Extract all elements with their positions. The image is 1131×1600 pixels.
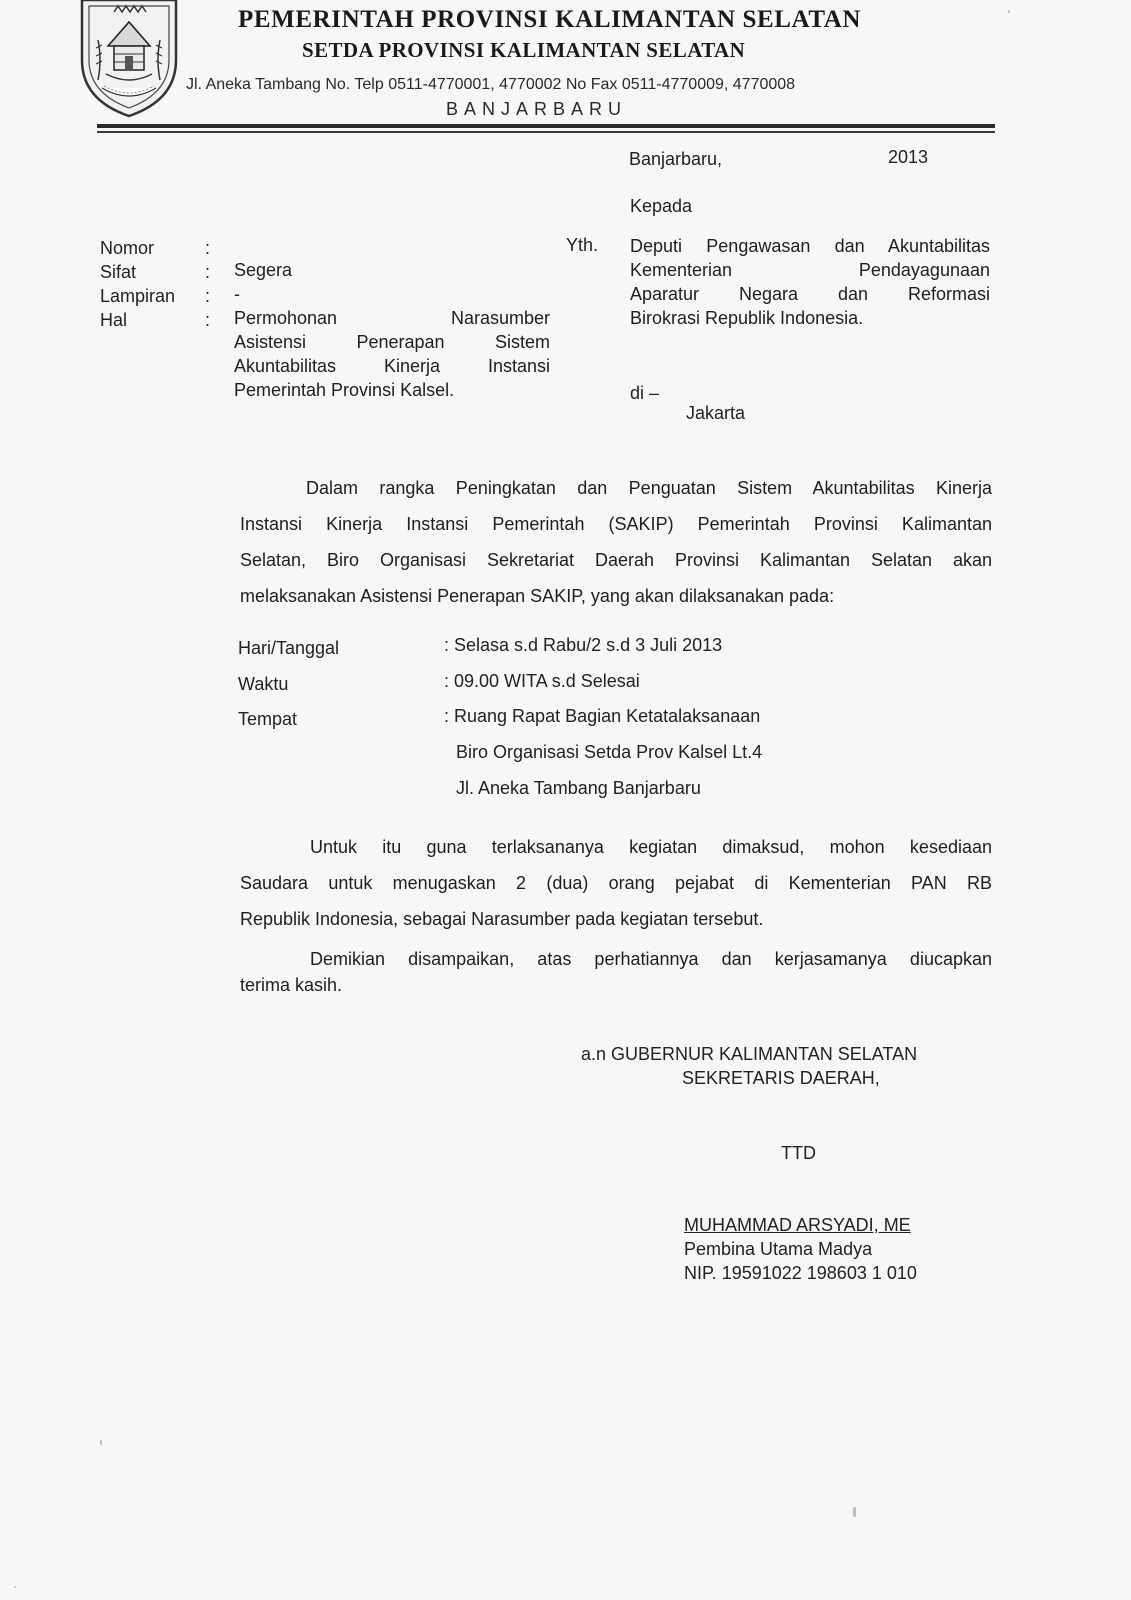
signature-nip: NIP. 19591022 198603 1 010 bbox=[684, 1263, 917, 1283]
lampiran-value: - bbox=[234, 284, 240, 304]
signature-rank: Pembina Utama Madya bbox=[684, 1239, 873, 1259]
scan-speck bbox=[100, 1440, 102, 1445]
sifat-value: Segera bbox=[234, 260, 293, 280]
hal-line: Asistensi Penerapan Sistem bbox=[234, 332, 550, 352]
schedule-value-time: : 09.00 WITA s.d Selesai bbox=[444, 671, 640, 691]
schedule-label-day: Hari/Tanggal bbox=[238, 638, 340, 658]
signature-on-behalf: a.n GUBERNUR KALIMANTAN SELATAN bbox=[581, 1044, 918, 1064]
schedule-label-time: Waktu bbox=[238, 674, 289, 694]
para1-line: melaksanakan Asistensi Penerapan SAKIP, yang akan dilaksanakan pada: bbox=[240, 586, 835, 606]
para3-line: Demikian disampaikan, atas perhatiannya dan kerjasamanya diucapkan bbox=[310, 949, 992, 969]
scan-speck bbox=[14, 1586, 16, 1588]
signature-position: SEKRETARIS DAERAH, bbox=[682, 1068, 880, 1088]
para2-line: Saudara untuk menugaskan 2 (dua) orang pejabat di Kementerian PAN RB bbox=[240, 873, 992, 893]
nomor-colon: : bbox=[205, 238, 211, 258]
body-paragraph-1 bbox=[240, 470, 992, 614]
header-rule-thin bbox=[97, 131, 995, 133]
schedule-label-place: Tempat bbox=[238, 709, 298, 729]
recipient-yth: Yth. bbox=[566, 235, 599, 255]
recipient-line: Birokrasi Republik Indonesia. bbox=[630, 308, 864, 328]
para2-line: Republik Indonesia, sebagai Narasumber pada kegiatan tersebut. bbox=[240, 909, 764, 929]
hal-label: Hal bbox=[100, 310, 128, 330]
sifat-colon: : bbox=[205, 262, 211, 282]
recipient-kepada: Kepada bbox=[630, 196, 693, 216]
lampiran-colon: : bbox=[205, 286, 211, 306]
letterhead-title: PEMERINTAH PROVINSI KALIMANTAN SELATAN bbox=[238, 6, 862, 33]
hal-colon: : bbox=[205, 310, 211, 330]
recipient-di: di – bbox=[630, 383, 660, 403]
hal-line: Permohonan Narasumber bbox=[234, 308, 550, 328]
schedule-place-line: Jl. Aneka Tambang Banjarbaru bbox=[456, 778, 701, 798]
signature-name: MUHAMMAD ARSYADI, ME bbox=[684, 1215, 911, 1235]
recipient-line: Kementerian Pendayagunaan bbox=[630, 260, 990, 280]
letterhead-city: BANJARBARU bbox=[446, 99, 628, 119]
recipient-city: Jakarta bbox=[686, 403, 746, 423]
signature-ttd: TTD bbox=[781, 1143, 816, 1163]
para3-line: terima kasih. bbox=[240, 975, 343, 995]
provincial-emblem-icon bbox=[78, 0, 180, 118]
scan-speck bbox=[853, 1507, 856, 1517]
hal-subject bbox=[234, 306, 550, 402]
lampiran-label: Lampiran bbox=[100, 286, 176, 306]
para2-line: Untuk itu guna terlaksananya kegiatan dimaksud, mohon kesediaan bbox=[310, 837, 992, 857]
schedule-value-place: : Ruang Rapat Bagian Ketatalaksanaan bbox=[444, 706, 761, 726]
para1-line: Instansi Kinerja Instansi Pemerintah (SAKIP) Pemerintah Provinsi Kalimantan bbox=[240, 514, 992, 534]
schedule-place-line: Biro Organisasi Setda Prov Kalsel Lt.4 bbox=[456, 742, 763, 762]
recipient-line: Aparatur Negara dan Reformasi bbox=[630, 284, 990, 304]
para1-line: Dalam rangka Peningkatan dan Penguatan Sistem Akuntabilitas Kinerja bbox=[306, 478, 992, 498]
hal-line: Akuntabilitas Kinerja Instansi bbox=[234, 356, 550, 376]
letterhead-address: Jl. Aneka Tambang No. Telp 0511-4770001, 4770002 No Fax 0511-4770009, 4770008 bbox=[186, 76, 796, 93]
para1-line: Selatan, Biro Organisasi Sekretariat Daerah Provinsi Kalimantan Selatan akan bbox=[240, 550, 992, 570]
nomor-label: Nomor bbox=[100, 238, 155, 258]
recipient-address-block bbox=[630, 234, 990, 330]
body-paragraph-2 bbox=[240, 829, 992, 937]
letterhead-subtitle: SETDA PROVINSI KALIMANTAN SELATAN bbox=[302, 38, 746, 62]
schedule-value-day: : Selasa s.d Rabu/2 s.d 3 Juli 2013 bbox=[444, 635, 723, 655]
hal-line: Pemerintah Provinsi Kalsel. bbox=[234, 380, 455, 400]
sifat-label: Sifat bbox=[100, 262, 137, 282]
body-paragraph-3 bbox=[240, 946, 992, 998]
date-place: Banjarbaru, bbox=[629, 149, 723, 169]
date-year: 2013 bbox=[888, 147, 929, 167]
scan-speck bbox=[1008, 10, 1010, 13]
recipient-line: Deputi Pengawasan dan Akuntabilitas bbox=[630, 236, 990, 256]
header-rule-thick bbox=[97, 124, 995, 128]
